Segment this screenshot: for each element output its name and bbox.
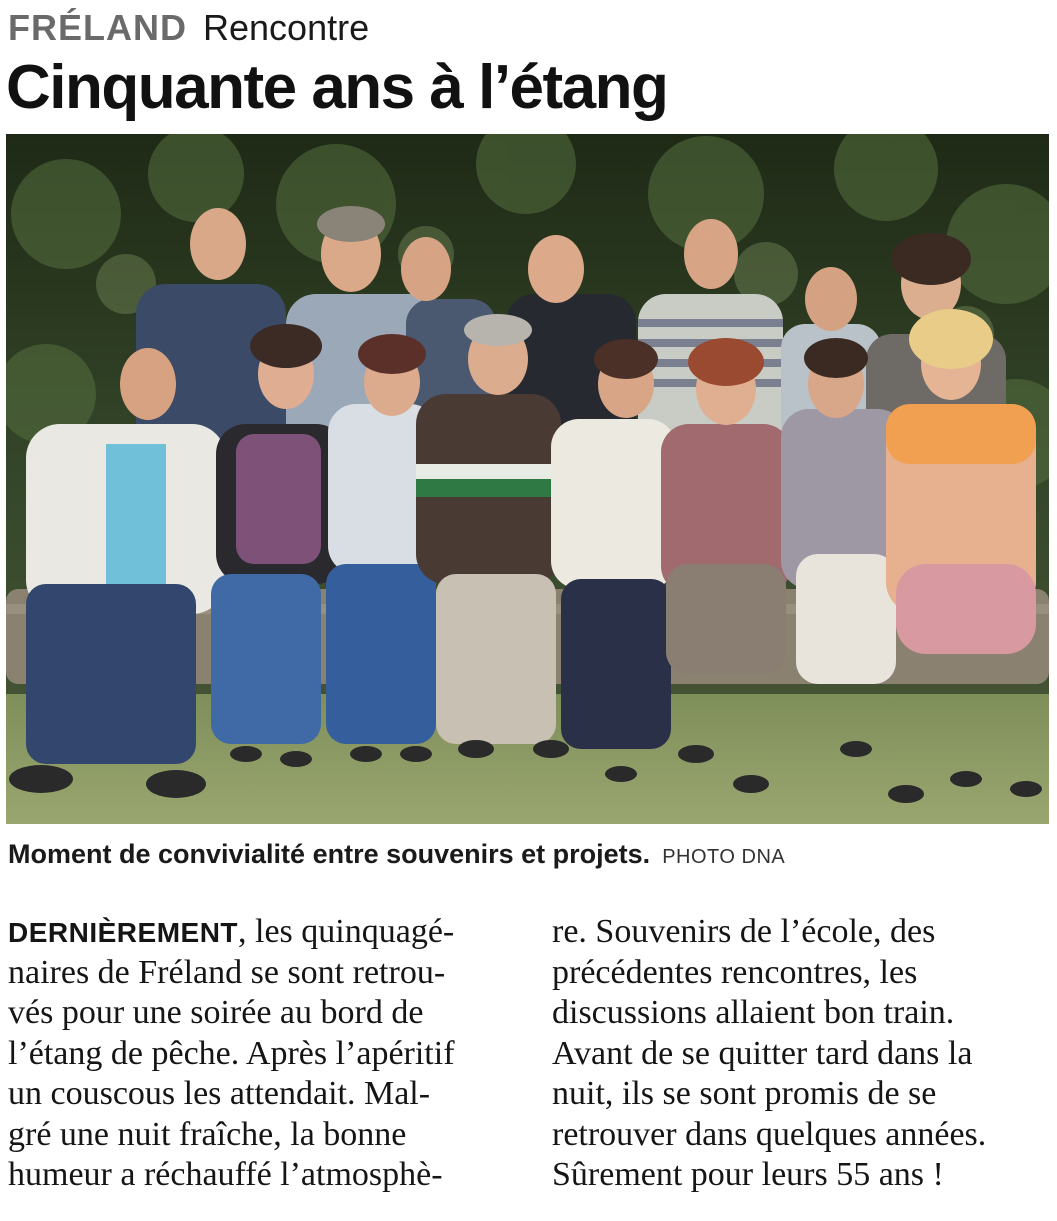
- body-line: l’étang de pêche. Après l’apéritif: [8, 1034, 455, 1072]
- kicker-place: FRÉLAND: [8, 7, 187, 48]
- photo-caption: [8, 834, 785, 877]
- kicker-rubric: Rencontre: [203, 7, 370, 48]
- body-line: [8, 912, 508, 953]
- body-line: nuit, ils se sont promis de se: [552, 1075, 937, 1112]
- body-line: Avant de se quitter tard dans la: [552, 1034, 973, 1072]
- lead-word: DERNIÈREMENT: [8, 917, 239, 948]
- caption-text: Moment de convivialité entre souvenirs et projets.: [8, 839, 651, 869]
- group-photo-illustration: [6, 134, 1049, 824]
- body-line: Sûrement pour leurs 55 ans !: [552, 1156, 944, 1193]
- body-line: humeur a réchauffé l’atmosphè-: [8, 1156, 443, 1193]
- body-line-text: , les quinquagé-: [238, 913, 455, 950]
- body-line: précédentes rencontres, les: [552, 953, 918, 991]
- group-photo: [6, 134, 1049, 824]
- body-line: re. Souvenirs de l’école, des: [552, 913, 936, 950]
- body-line: gré une nuit fraîche, la bonne: [8, 1115, 407, 1153]
- body-line: discussions allaient bon train.: [552, 994, 955, 1031]
- body-line: vés pour une soirée au bord de: [8, 994, 424, 1031]
- body-line: naires de Fréland se sont retrou-: [8, 953, 446, 991]
- photo-credit: PHOTO DNA: [662, 846, 786, 868]
- body-line: retrouver dans quelques années.: [552, 1115, 987, 1153]
- article-body-right-column: [552, 912, 1052, 1196]
- body-line: un couscous les attendait. Mal-: [8, 1075, 431, 1112]
- headline: Cinquante ans à l’étang: [6, 53, 668, 122]
- kicker: [8, 6, 369, 50]
- article-body-left-column: [8, 912, 508, 1196]
